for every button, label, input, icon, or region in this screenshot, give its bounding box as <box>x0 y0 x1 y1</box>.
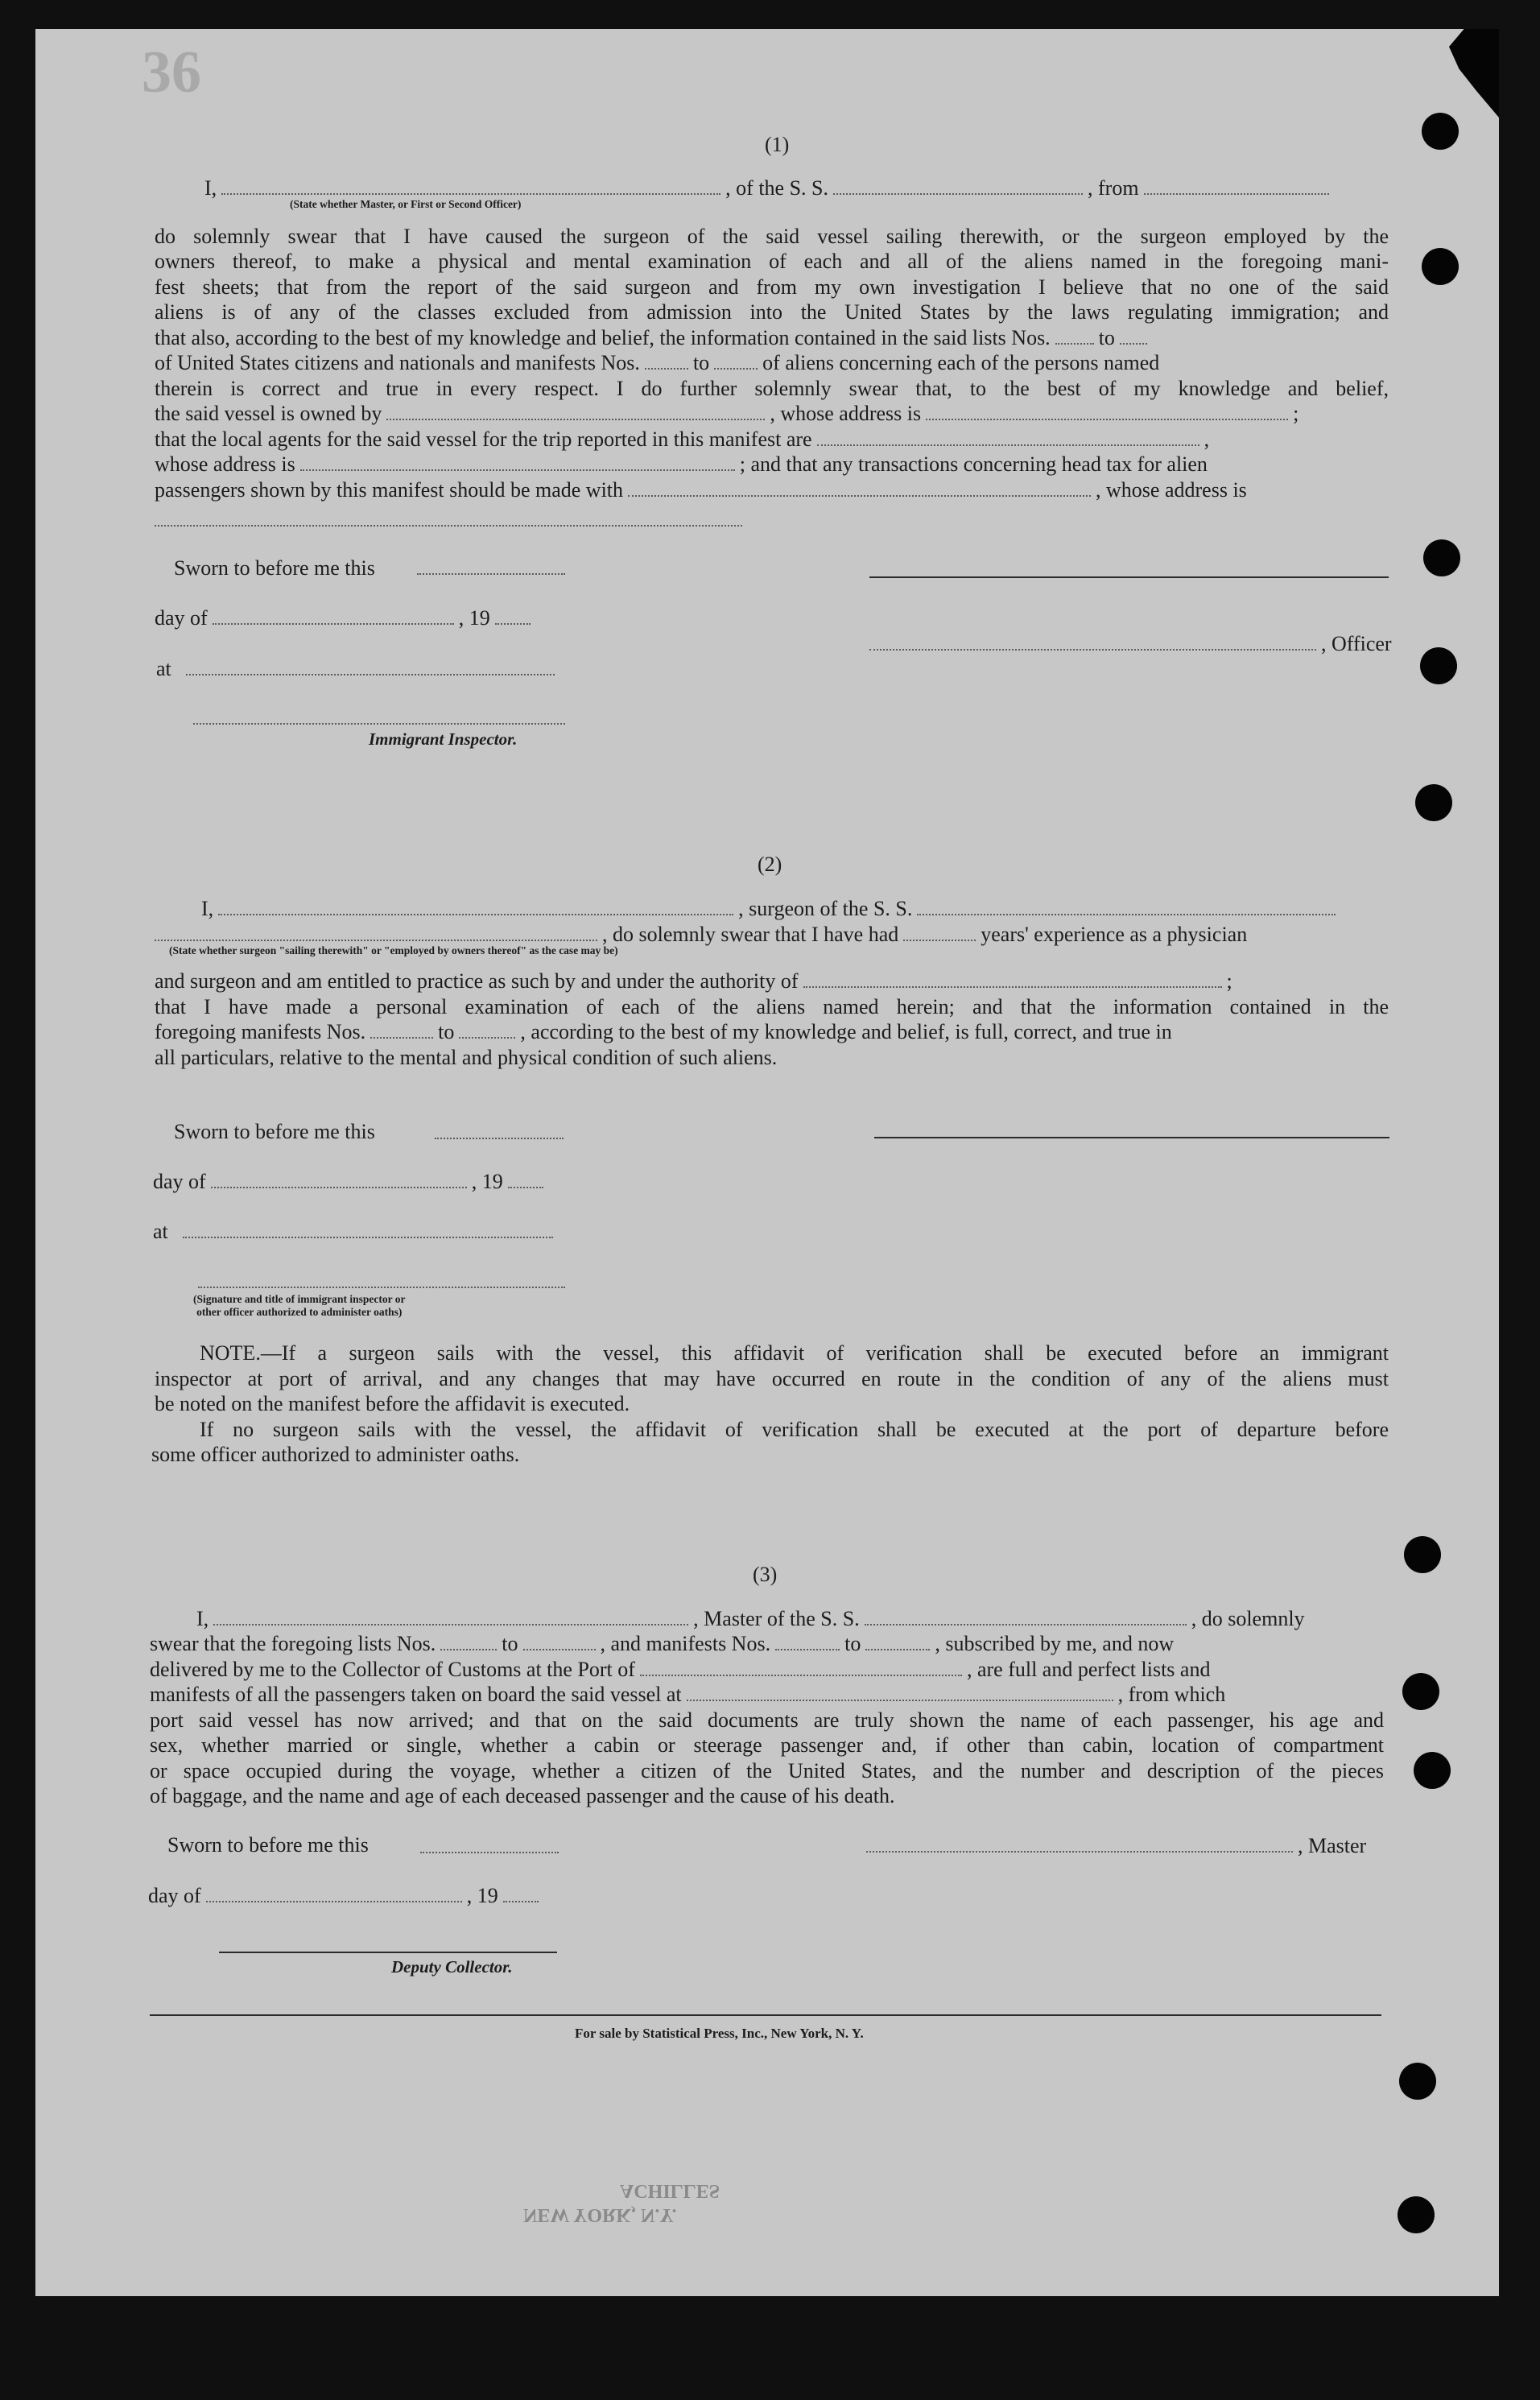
note-2-line: If no surgeon sails with the vessel, the affidavit of verification shall be executed at the port of departure before <box>200 1418 1389 1441</box>
master-row: , Master <box>866 1833 1366 1859</box>
deputy-collector-label: Deputy Collector. <box>391 1957 513 1977</box>
note-line-last: be noted on the manifest before the affidavit is executed. <box>155 1392 630 1415</box>
section-2-line-6: all particulars, relative to the mental and physical condition of such aliens. <box>155 1046 778 1069</box>
sworn-date-blank-2 <box>435 1138 564 1139</box>
section-1-number: (1) <box>765 133 790 156</box>
section-1-line: fest sheets; that from the report of the said surgeon and from my own investigation I believe that no one of the said <box>155 275 1389 299</box>
punch-hole <box>1422 248 1459 285</box>
page-number: 36 <box>142 39 201 105</box>
punch-hole <box>1399 2063 1436 2100</box>
section-3-line-3: delivered by me to the Collector of Customs at the Port of , are full and perfect lists and <box>150 1658 1211 1681</box>
section-3-line-4: manifests of all the passengers taken on board the said vessel at , from which <box>150 1683 1226 1706</box>
section-1-line: do solemnly swear that I have caused the surgeon of the said vessel sailing therewith, or the surgeon employed by the <box>155 225 1389 248</box>
section-1-agents-line: that the local agents for the said vessel for the trip reported in this manifest are , <box>155 428 1210 451</box>
sworn-label-3: Sworn to before me this <box>167 1833 369 1857</box>
sworn-label-2: Sworn to before me this <box>174 1120 375 1143</box>
ss-label: , of the S. S. <box>725 176 829 200</box>
punch-hole <box>1414 1752 1451 1789</box>
section-1-line: aliens is of any of the classes excluded from admission into the United States by the laws regulating immigration; and <box>155 300 1389 324</box>
section-2-line-1: I, , surgeon of the S. S. <box>201 896 1340 922</box>
pronoun-i: I, <box>204 176 217 200</box>
punch-hole <box>1402 1673 1439 1710</box>
at-row-2: at <box>153 1219 558 1245</box>
officer-instruction: (State whether Master, or First or Second Officer) <box>290 198 522 210</box>
section-1-citizens-line: of United States citizens and nationals and manifests Nos. to of aliens concerning each of the persons named <box>155 351 1160 374</box>
bleed-through-stamp: NEW YORK, N.Y. ACHILLES <box>523 2180 720 2225</box>
punch-hole <box>1423 539 1460 576</box>
section-3-line: port said vessel has now arrived; and that on the said documents are truly shown the name of each passenger, his age and <box>150 1708 1384 1732</box>
section-2-line-3: and surgeon and am entitled to practice as such by and under the authority of ; <box>155 969 1232 993</box>
day-of-row: day of , 19 <box>155 605 535 631</box>
punch-hole <box>1415 784 1452 821</box>
section-1-line: therein is correct and true in every respect. I do further solemnly swear that, to the best of my knowledge and belief, <box>155 377 1389 400</box>
deputy-signature-line <box>219 1952 557 1953</box>
signature-line <box>869 576 1389 578</box>
section-2-line-5: foregoing manifests Nos. to , according to the best of my knowledge and belief, is full, correct, and true in <box>155 1020 1172 1043</box>
section-1-line: owners thereof, to make a physical and mental examination of each and all of the aliens named in the foregoing mani- <box>155 250 1389 273</box>
section-2-line-2: , do solemnly swear that I have had years' experience as a physician <box>155 922 1247 948</box>
sworn-date-blank-3 <box>420 1852 559 1853</box>
day-of-row-3: day of , 19 <box>148 1883 543 1909</box>
surgeon-signature-line <box>874 1137 1389 1138</box>
inspector-blank <box>193 723 565 725</box>
signature-note: (Signature and title of immigrant inspector or other officer authorized to administer oaths) <box>193 1293 406 1318</box>
section-3-last-line: of baggage, and the name and age of each deceased passenger and the cause of his death. <box>150 1784 895 1807</box>
section-3-line-1: I, , Master of the S. S. , do solemnly <box>196 1607 1305 1630</box>
from-label: , from <box>1088 176 1139 200</box>
punch-hole <box>1422 113 1459 150</box>
immigrant-inspector-label: Immigrant Inspector. <box>369 729 518 749</box>
section-1-address-line: whose address is ; and that any transactions concerning head tax for alien <box>155 452 1208 476</box>
officer-signature-blank <box>198 1287 565 1288</box>
note-line: NOTE.—If a surgeon sails with the vessel, this affidavit of verification shall be executed before an immigrant <box>200 1341 1389 1365</box>
section-1-lists-line: that also, according to the best of my knowledge and belief, the information contained in the said lists Nos. to <box>155 325 1389 351</box>
section-3-line: sex, whether married or single, whether a cabin or steerage passenger and, if other than cabin, location of compartment <box>150 1733 1384 1757</box>
sworn-label: Sworn to before me this <box>174 556 375 580</box>
punch-hole <box>1420 647 1457 684</box>
section-1-passengers-line: passengers shown by this manifest should be made with , whose address is <box>155 478 1247 502</box>
surgeon-instruction: (State whether surgeon "sailing therewith" or "employed by owners thereof" as the case may be) <box>169 944 618 956</box>
section-1-owner-line: the said vessel is owned by , whose address is ; <box>155 402 1299 425</box>
footer-text: For sale by Statistical Press, Inc., New York, N. Y. <box>575 2026 864 2041</box>
note-line: inspector at port of arrival, and any changes that may have occurred en route in the condition of any of the aliens must <box>155 1367 1389 1390</box>
sworn-date-blank <box>417 573 565 575</box>
punch-hole <box>1398 2196 1435 2233</box>
section-1-line-1 <box>204 176 1334 201</box>
section-3-number: (3) <box>753 1563 778 1586</box>
footer-rule <box>150 2014 1381 2016</box>
section-3-line-2: swear that the foregoing lists Nos. to , and manifests Nos. to , subscribed by me, and now <box>150 1632 1175 1655</box>
section-2-number: (2) <box>758 853 782 876</box>
day-of-row-2: day of , 19 <box>153 1169 548 1195</box>
section-2-line: that I have made a personal examination of each of the aliens named herein; and that the information contained in the <box>155 995 1389 1018</box>
officer-row: , Officer <box>869 631 1392 657</box>
note-2-last: some officer authorized to administer oaths. <box>151 1443 520 1466</box>
punch-hole <box>1404 1536 1441 1573</box>
address-blank <box>155 525 742 527</box>
section-3-line: or space occupied during the voyage, whether a citizen of the United States, and the number and description of the pieces <box>150 1759 1384 1782</box>
at-row: at <box>156 656 559 682</box>
